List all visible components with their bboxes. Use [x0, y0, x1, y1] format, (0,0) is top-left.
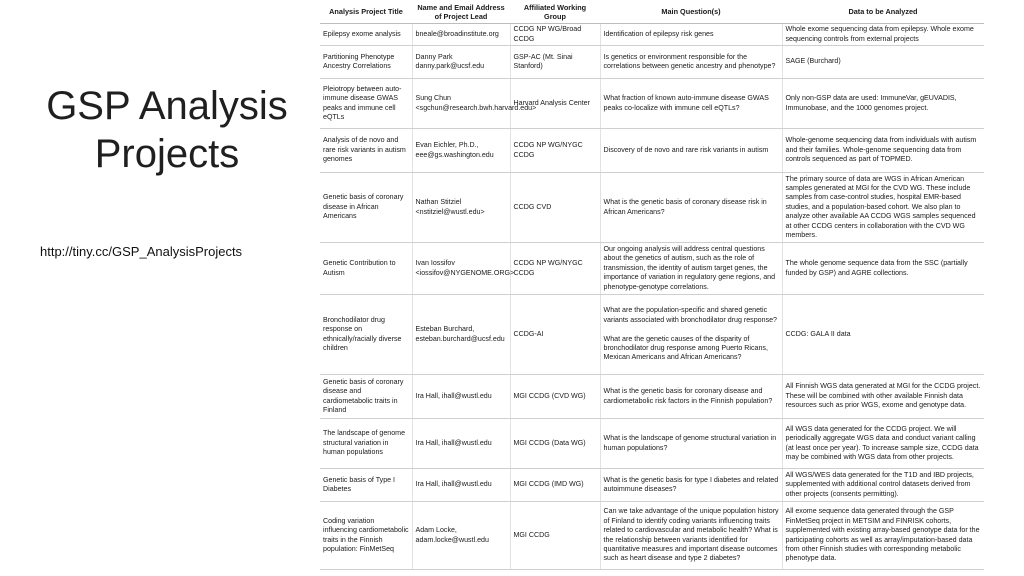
- cell-group: CCDG NP WG/NYGC CCDG: [510, 243, 600, 295]
- cell-group: MGI CCDG (IMD WG): [510, 469, 600, 502]
- cell-group: MGI CCDG: [510, 502, 600, 570]
- cell-question: What is the genetic basis for coronary disease and cardiometabolic risk factors in the Finnish population?: [600, 375, 782, 419]
- cell-title: Partitioning Phenotype Ancestry Correlations: [320, 46, 412, 79]
- cell-group: CCDG CVD: [510, 173, 600, 243]
- cell-data: The primary source of data are WGS in African American samples generated at MGI for the CVD WG. These include samples from case-control studies, hospital EMR-based studies, and a population-based cohort. We also plan to analyze other available AA CCDG WGS samples sequenced at other CCDG centers in collaboration with the CVD WG members.: [782, 173, 984, 243]
- cell-lead: Danny Park danny.park@ucsf.edu: [412, 46, 510, 79]
- cell-question: What is the landscape of genome structural variation in human populations?: [600, 419, 782, 469]
- table-row: [320, 46, 984, 79]
- cell-question: Identification of epilepsy risk genes: [600, 24, 782, 46]
- projects-table: [320, 0, 984, 570]
- cell-question: What is the genetic basis for type I diabetes and related autoimmune diseases?: [600, 469, 782, 502]
- cell-title: Bronchodilator drug response on ethnically/racially diverse children: [320, 295, 412, 375]
- cell-data: Whole exome sequencing data from epilepsy. Whole exome sequencing controls from external projects: [782, 24, 984, 46]
- table-row: [320, 129, 984, 173]
- cell-group: GSP-AC (Mt. Sinai Stanford): [510, 46, 600, 79]
- cell-title: Epilepsy exome analysis: [320, 24, 412, 46]
- table-header-row: [320, 0, 984, 24]
- cell-lead: Adam Locke, adam.locke@wustl.edu: [412, 502, 510, 570]
- cell-group: Harvard Analysis Center: [510, 79, 600, 129]
- table-row: [320, 419, 984, 469]
- cell-question: What fraction of known auto-immune disease GWAS peaks co-localize with immune cell eQTLs?: [600, 79, 782, 129]
- cell-group: MGI CCDG (CVD WG): [510, 375, 600, 419]
- cell-title: Analysis of de novo and rare risk variants in autism genomes: [320, 129, 412, 173]
- cell-data: All WGS/WES data generated for the T1D and IBD projects, supplemented with additional control datasets derived from other projects (consents permitting).: [782, 469, 984, 502]
- cell-lead: Nathan Stitziel <nstitziel@wustl.edu>: [412, 173, 510, 243]
- cell-title: Genetic basis of Type I Diabetes: [320, 469, 412, 502]
- table-row: [320, 24, 984, 46]
- cell-group: MGI CCDG (Data WG): [510, 419, 600, 469]
- cell-question: What are the population-specific and shared genetic variants associated with bronchodilator drug response? What are the genetic causes of the disparity of bronchodilator drug response among Puerto Ricans, Mexican Americans and African Americans?: [600, 295, 782, 375]
- cell-data: All WGS data generated for the CCDG project. We will periodically aggregate WGS data and conduct variant calling (at least once per year). To increase sample size, CCDG data may be combined with WGS data from other projects.: [782, 419, 984, 469]
- table-row: [320, 295, 984, 375]
- cell-group: CCDG NP WG/Broad CCDG: [510, 24, 600, 46]
- table-row: [320, 502, 984, 570]
- cell-data: All exome sequence data generated through the GSP FinMetSeq project in METSIM and FINRISK cohorts, supplemented with existing array-based genotype data for the participating cohorts as well as array/imputation-based data from other Finnish studies with corresponding metabolic phenotype data.: [782, 502, 984, 570]
- cell-lead: Ira Hall, ihall@wustl.edu: [412, 375, 510, 419]
- cell-title: The landscape of genome structural variation in human populations: [320, 419, 412, 469]
- cell-lead: Ira Hall, ihall@wustl.edu: [412, 419, 510, 469]
- cell-question: Discovery of de novo and rare risk variants in autism: [600, 129, 782, 173]
- cell-lead: Ivan Iossifov <iossifov@NYGENOME.ORG>: [412, 243, 510, 295]
- cell-data: SAGE (Burchard): [782, 46, 984, 79]
- cell-data: All Finnish WGS data generated at MGI for the CCDG project. These will be combined with other available Finnish data resources such as prior WGS, exome and genotype data.: [782, 375, 984, 419]
- header-data: Data to be Analyzed: [782, 0, 984, 24]
- cell-lead: Esteban Burchard, esteban.burchard@ucsf.edu: [412, 295, 510, 375]
- cell-title: Genetic basis of coronary disease in African Americans: [320, 173, 412, 243]
- header-question: Main Question(s): [600, 0, 782, 24]
- table-row: [320, 375, 984, 419]
- projects-table-container: [320, 0, 984, 576]
- header-group: Affiliated Working Group: [510, 0, 600, 24]
- cell-question: Our ongoing analysis will address central questions about the genetics of autism, such as the role of transmission, the identity of autism target genes, the importance of variation in regulatory gene regions, and phenotype-genotype correlations.: [600, 243, 782, 295]
- cell-data: Only non-GSP data are used: ImmuneVar, gEUVADIS, Immunobase, and the 1000 genomes project.: [782, 79, 984, 129]
- cell-lead: Sung Chun <sgchun@research.bwh.harvard.edu>: [412, 79, 510, 129]
- cell-title: Pleiotropy between auto-immune disease GWAS peaks and immune cell eQTLs: [320, 79, 412, 129]
- cell-data: Whole-genome sequencing data from individuals with autism and their families. Whole-genome sequencing data from controls sequenced as part of TOPMED.: [782, 129, 984, 173]
- cell-title: Genetic Contribution to Autism: [320, 243, 412, 295]
- cell-lead: Ira Hall, ihall@wustl.edu: [412, 469, 510, 502]
- table-row: [320, 79, 984, 129]
- cell-data: The whole genome sequence data from the SSC (partially funded by GSP) and AGRE collections.: [782, 243, 984, 295]
- cell-group: CCDG-AI: [510, 295, 600, 375]
- slide-title: GSP Analysis Projects: [46, 84, 288, 176]
- cell-title: Coding variation influencing cardiometabolic traits in the Finnish population: FinMetSeq: [320, 502, 412, 570]
- header-lead: Name and Email Address of Project Lead: [412, 0, 510, 24]
- table-row: [320, 173, 984, 243]
- cell-lead: bneale@broadinstitute.org: [412, 24, 510, 46]
- header-title: Analysis Project Title: [320, 0, 412, 24]
- cell-question: Can we take advantage of the unique population history of Finland to identify coding variants influencing traits related to cardiovascular and metabolic health? What is the relationship between variants identified for quantitative measures and important disease outcomes such as heart disease and type 2 diabetes?: [600, 502, 782, 570]
- table-row: [320, 469, 984, 502]
- cell-lead: Evan Eichler, Ph.D., eee@gs.washington.edu: [412, 129, 510, 173]
- table-row: [320, 243, 984, 295]
- cell-question: Is genetics or environment responsible for the correlations between genetic ancestry and phenotype?: [600, 46, 782, 79]
- cell-group: CCDG NP WG/NYGC CCDG: [510, 129, 600, 173]
- cell-title: Genetic basis of coronary disease and cardiometabolic traits in Finland: [320, 375, 412, 419]
- projects-link[interactable]: http://tiny.cc/GSP_AnalysisProjects: [40, 244, 243, 259]
- cell-question: What is the genetic basis of coronary disease risk in African Americans?: [600, 173, 782, 243]
- cell-data: CCDG: GALA II data: [782, 295, 984, 375]
